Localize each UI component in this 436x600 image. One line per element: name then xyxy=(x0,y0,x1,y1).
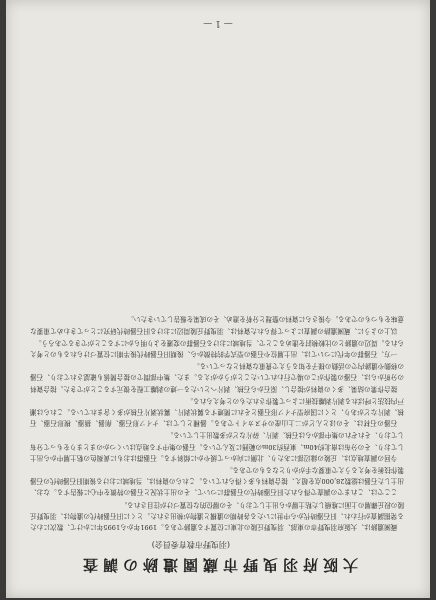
document-page xyxy=(6,0,430,598)
paragraph: 今回の調査地点は、丘陵の縁辺部にあたり、北側に向かって緩やかに傾斜する。石器群はおもに黄褐色の粘土層中から出土しており、その分布は南北約40m、東西約30mの範囲に及んでいる。石器の集中する地点はいくつかのまとまりをもって分布しており、それぞれの集中部からは石核、剥片、砕片などが多数出土している。 xyxy=(30,431,404,462)
paragraph: ここでは、これまでの調査で得られた旧石器時代の石器群について、その出土状況と石器の特徴を中心に報告する。なお、出土した石器は総数28,000点を超え、接合資料も多く得られている。これらの資料は、当地域における後期旧石器時代の石器製作技術を考えるうえで重要な手がかりとなるものである。 xyxy=(30,465,404,497)
rotated-page-content xyxy=(6,0,430,598)
paragraph: 石器の石材は、そのほとんどが二上山産のサヌカイトである。器種としては、ナイフ形石器、削器、掻器、楔形石器、石核、剥片などがあり、とくに国府型ナイフ形石器とそれに関連する翼状剥片、翼状剥片石核が多く含まれている。これらは瀬戸内技法と呼ばれる剥片剥離技術によって製作されたものと考えられる。 xyxy=(30,396,404,428)
author-line: (羽曳野市教育委員会) xyxy=(151,540,230,549)
article-body xyxy=(30,312,404,532)
paragraph: 以上のように、蔵園遺跡の調査によって得られた資料は、羽曳野丘陵周辺における旧石器時代研究にとってきわめて重要な意味をもつものである。今後さらに資料の整理と分析を進め、その成果を報告していきたい。 xyxy=(30,315,404,335)
paragraph: 一方、石器群の年代については、出土層位や石器の型式学的特徴から、後期旧石器時代後半期に位置づけられるものと考えられる。周辺の遺跡との比較検討を進めることで、当地域における石器群の変遷をより明らかにすることができるであろう。 xyxy=(30,338,404,358)
paragraph: 蔵園遺跡は、大阪府羽曳野市の東部、羽曳野丘陵の北東に位置する遺跡である。1991年から1995年にかけて、数次にわたる発掘調査が行われ、旧石器時代から中世にいたる各時期の遺構と遺物が検出された。とくに旧石器時代の遺物は、羽曳野丘陵の段丘礫層の上面に堆積した粘土層から出土しており、その層位的な位置づけが注目される。 xyxy=(30,500,404,531)
article-title: 大阪府羽曳野市蔵園遺跡の調査 xyxy=(78,556,359,574)
page-number: — 1 — xyxy=(203,18,233,28)
paragraph: 接合作業の結果、多くの資料が接合し、原石から石核、剥片へといたる一連の剥離工程を復元することができた。接合資料の分析からは、石器の製作がこの場で行われていたことがうかがえる。また、集中部間での接合関係も確認されており、石器の移動や遺跡内での活動の様子を知るうえで貴重な資料となっている。 xyxy=(30,362,404,393)
